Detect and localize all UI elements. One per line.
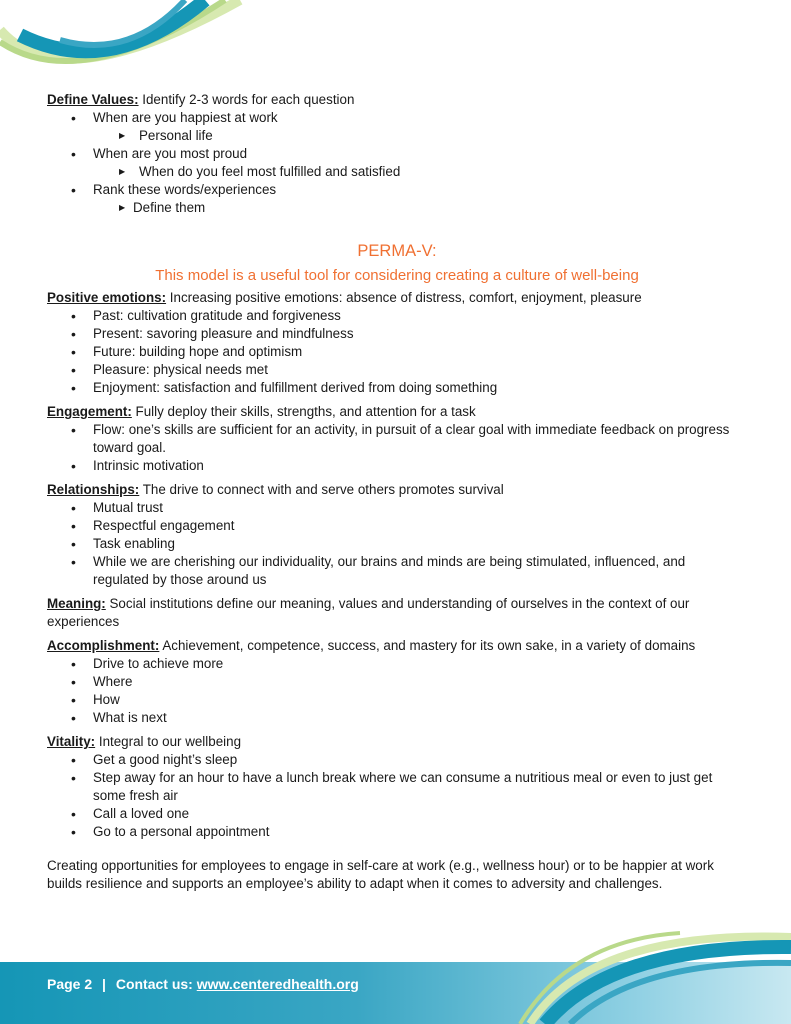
meaning-text: Social institutions define our meaning, values and understanding of ourselves in the context of our experiences — [47, 596, 690, 629]
relationships-section — [47, 481, 747, 589]
meaning-section — [47, 595, 747, 631]
accomplishment-term: Accomplishment: — [47, 638, 160, 653]
list-item: • Go to a personal appointment — [47, 823, 747, 841]
footer-text — [47, 976, 359, 992]
vitality-term: Vitality: — [47, 734, 96, 749]
positive-emotions-section — [47, 289, 747, 397]
list-item: • Task enabling — [47, 535, 747, 553]
positive-emotions-text: Increasing positive emotions: absence of distress, comfort, enjoyment, pleasure — [166, 290, 642, 305]
list-item: • Enjoyment: satisfaction and fulfillment derived from doing something — [47, 379, 747, 397]
engagement-text: Fully deploy their skills, strengths, and attention for a task — [131, 404, 476, 419]
relationships-term: Relationships: — [47, 482, 140, 497]
accomplishment-text: Achievement, competence, success, and mastery for its own sake, in a variety of domains — [159, 638, 696, 653]
decorative-swoosh-top — [0, 0, 250, 90]
decorative-swoosh-bottom — [500, 925, 791, 1024]
meaning-term: Meaning: — [47, 596, 106, 611]
contact-label: Contact us: — [115, 976, 193, 992]
list-item: • Call a loved one — [47, 805, 747, 823]
sub-list-item: ▶ When do you feel most fulfilled and satisfied — [47, 163, 747, 181]
vitality-section — [47, 733, 747, 841]
list-item: • Future: building hope and optimism — [47, 343, 747, 361]
list-item: • Step away for an hour to have a lunch break where we can consume a nutritious meal or even to just get some fresh air — [47, 769, 747, 805]
list-item: • Present: savoring pleasure and mindfulness — [47, 325, 747, 343]
document-body — [47, 91, 747, 893]
list-item: • Mutual trust — [47, 499, 747, 517]
define-values-term: Define Values: — [47, 92, 139, 107]
list-item: • Intrinsic motivation — [47, 457, 747, 475]
define-values-section — [47, 91, 747, 217]
engagement-section — [47, 403, 747, 475]
list-item: • Rank these words/experiences ▶ Define them — [47, 181, 747, 217]
list-item: • While we are cherishing our individuality, our brains and minds are being stimulated, influenced, and regulated by those around us — [47, 553, 747, 589]
list-item: • Flow: one’s skills are sufficient for an activity, in pursuit of a clear goal with immediate feedback on progress toward goal. — [47, 421, 747, 457]
perma-title: PERMA-V: — [357, 242, 437, 260]
list-item: • Where — [47, 673, 747, 691]
page-number: Page 2 — [47, 976, 93, 992]
list-item: • Respectful engagement — [47, 517, 747, 535]
list-item: • How — [47, 691, 747, 709]
website-link[interactable]: www.centeredhealth.org — [196, 976, 359, 992]
footer-separator: | — [102, 976, 106, 992]
list-item: • Past: cultivation gratitude and forgiveness — [47, 307, 747, 325]
perma-subtitle: This model is a useful tool for considering creating a culture of well-being — [155, 267, 639, 284]
list-item: • When are you most proud ▶ When do you feel most fulfilled and satisfied — [47, 145, 747, 181]
define-values-text: Identify 2-3 words for each question — [138, 92, 355, 107]
list-item: • Pleasure: physical needs met — [47, 361, 747, 379]
list-item: • What is next — [47, 709, 747, 727]
sub-list-item: ▶ Define them — [47, 199, 747, 217]
list-item: • Get a good night’s sleep — [47, 751, 747, 769]
engagement-term: Engagement: — [47, 404, 132, 419]
relationships-text: The drive to connect with and serve others promotes survival — [139, 482, 504, 497]
list-item: • When are you happiest at work ▶ Personal life — [47, 109, 747, 145]
sub-list-item: ▶ Personal life — [47, 127, 747, 145]
list-item: • Drive to achieve more — [47, 655, 747, 673]
closing-paragraph: Creating opportunities for employees to engage in self-care at work (e.g., wellness hour) or to be happier at work builds resilience and supports an employee’s ability to adapt when it comes to adversity and challenges. — [47, 858, 714, 891]
positive-emotions-term: Positive emotions: — [47, 290, 167, 305]
accomplishment-section — [47, 637, 747, 727]
vitality-text: Integral to our wellbeing — [95, 734, 242, 749]
